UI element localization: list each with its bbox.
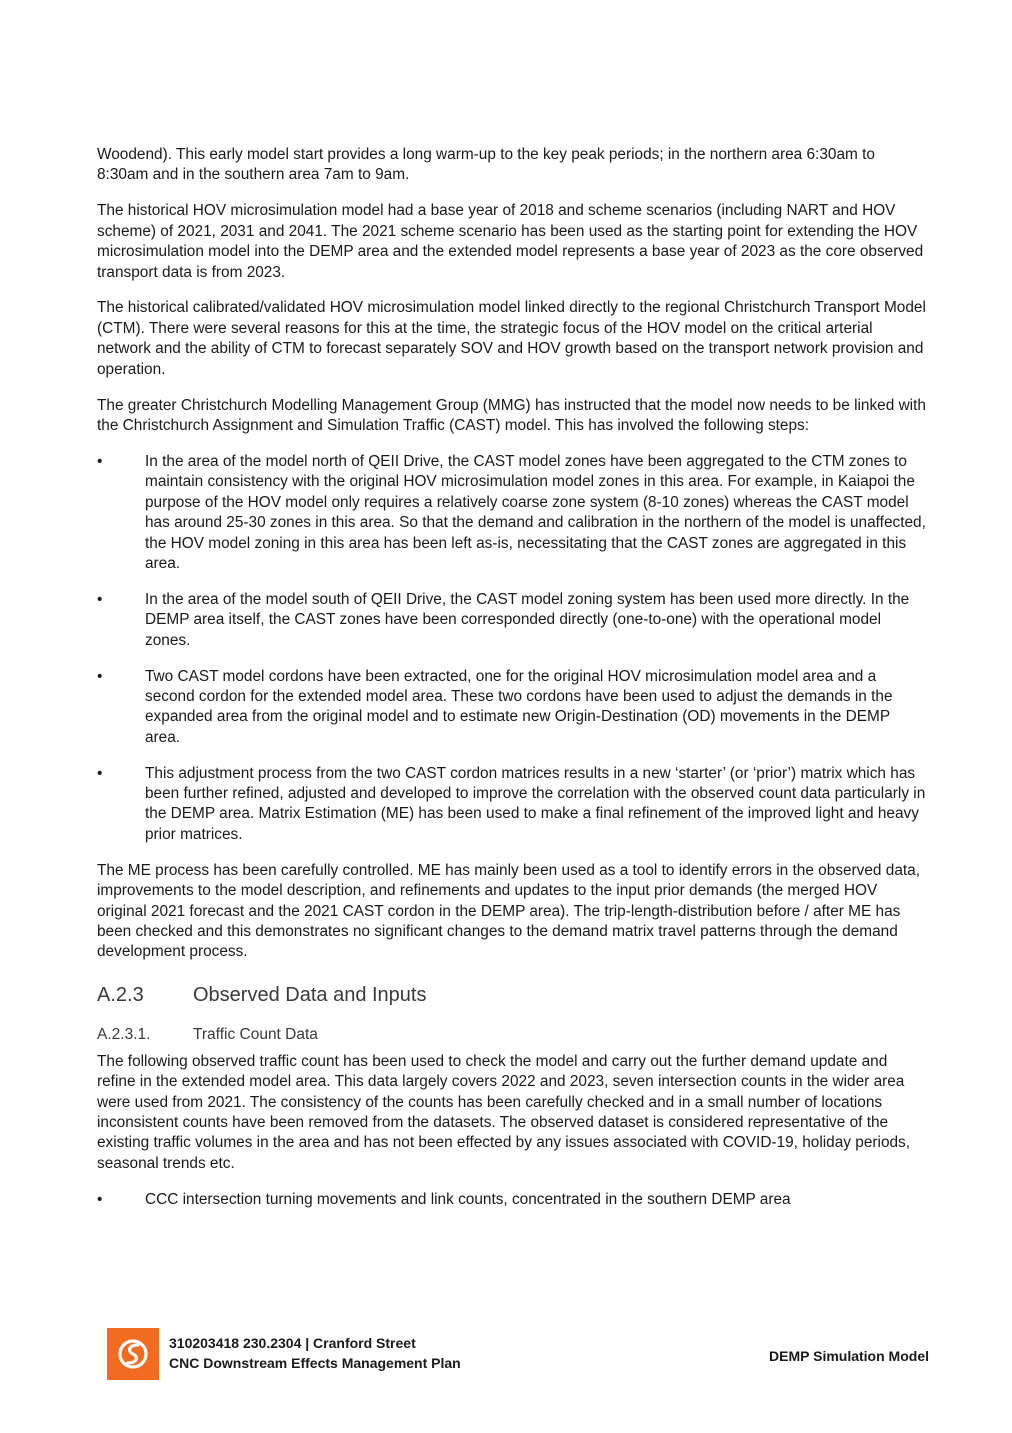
footer-project-number: 310203418 230.2304 | Cranford Street: [169, 1335, 416, 1351]
steps-list: [97, 452, 927, 845]
bullet-icon: •: [97, 764, 103, 782]
section-title: Observed Data and Inputs: [193, 983, 427, 1006]
paragraph-5: The ME process has been carefully controlled. ME has mainly been used as a tool to identify errors in the observed data, improvements to the model description, and refinements and updates to the input prior demands (the merged HOV original 2021 forecast and the 2021 CAST cordon in the DEMP area). The trip-length-distribution before / after ME has been checked and this demonstrates no significant changes to the demand matrix travel patterns through the demand development process.: [97, 861, 920, 961]
bullet-icon: •: [97, 667, 103, 685]
list-item-text: This adjustment process from the two CAST cordon matrices results in a new ‘starter’ (or ‘prior’) matrix which has been further refined, adjusted and developed to improve the correlation with the observed count data particularly in the DEMP area. Matrix Estimation (ME) has been used to make a final refinement of the improved light and heavy prior matrices.: [145, 764, 926, 843]
subsection-title: Traffic Count Data: [193, 1025, 318, 1043]
footer-project-name: CNC Downstream Effects Management Plan: [169, 1355, 461, 1371]
bullet-icon: •: [97, 1190, 103, 1208]
subsection-number: A.2.3.1.: [97, 1025, 151, 1043]
list-item-text: In the area of the model south of QEII Drive, the CAST model zoning system has been used more directly. In the DEMP area itself, the CAST zones have been corresponded directly (one-to-one) with the operational model zones.: [145, 590, 910, 649]
list-item: [97, 1190, 927, 1210]
subsection-heading: [97, 1025, 927, 1045]
footer-project: [169, 1333, 461, 1373]
bullet-icon: •: [97, 590, 103, 608]
paragraph-6: The following observed traffic count has been used to check the model and carry out the further demand update and refine in the extended model area. This data largely covers 2022 and 2023, seven intersection counts in the wider area were used from 2021. The consistency of the counts has been carefully checked and in a small number of locations inconsistent counts have been removed from the datasets. The observed dataset is considered representative of the existing traffic volumes in the area and has not been effected by any issues associated with COVID-19, holiday periods, seasonal trends etc.: [97, 1052, 911, 1172]
count-data-list: [97, 1190, 927, 1210]
list-item: [97, 764, 927, 846]
paragraph-2: The historical HOV microsimulation model had a base year of 2018 and scheme scenarios (including NART and HOV scheme) of 2021, 2031 and 2041. The 2021 scheme scenario has been used as the starting point for extending the HOV microsimulation model into the DEMP area and the extended model represents a base year of 2023 as the core observed transport data is from 2023.: [97, 202, 924, 281]
list-item-text: In the area of the model north of QEII Drive, the CAST model zones have been aggregated to the CTM zones to maintain consistency with the original HOV microsimulation model zones in this area. For example, in Kaiapoi the purpose of the HOV model only requires a relatively coarse zone system (8-10 zones) whereas the CAST model has around 25-30 zones in this area. So that the demand and calibration in the northern of the model is unaffected, the HOV model zoning in this area has been left as-is, necessitating that the CAST zones are aggregated in this area.: [145, 452, 926, 572]
paragraph-4: The greater Christchurch Modelling Management Group (MMG) has instructed that the model now needs to be linked with the Christchurch Assignment and Simulation Traffic (CAST) model. This has involved the following steps:: [97, 396, 926, 434]
paragraph-1: Woodend). This early model start provides a long warm-up to the key peak periods; in the northern area 6:30am to 8:30am and in the southern area 7am to 9am.: [97, 146, 875, 184]
bullet-icon: •: [97, 452, 103, 470]
list-item-text: CCC intersection turning movements and link counts, concentrated in the southern DEMP area: [145, 1190, 791, 1208]
paragraph-3: The historical calibrated/validated HOV microsimulation model linked directly to the regional Christchurch Transport Model (CTM). There were several reasons for this at the time, the strategic focus of the HOV model on the critical arterial network and the ability of CTM to forecast separately SOV and HOV growth based on the transport network provision and operation.: [97, 299, 926, 378]
list-item: [97, 667, 927, 749]
list-item: [97, 452, 927, 574]
stantec-logo-icon: [107, 1328, 159, 1380]
section-heading: [97, 983, 927, 1007]
section-number: A.2.3: [97, 983, 144, 1006]
list-item-text: Two CAST model cordons have been extracted, one for the original HOV microsimulation model area and a second cordon for the extended model area. These two cordons have been used to adjust the demands in the expanded area from the original model and to estimate new Origin-Destination (OD) movements in the DEMP area.: [145, 667, 893, 746]
list-item: [97, 590, 927, 651]
page-body: [97, 145, 927, 1226]
footer-document-title: DEMP Simulation Model: [769, 1348, 929, 1364]
page-footer: [107, 1328, 929, 1382]
